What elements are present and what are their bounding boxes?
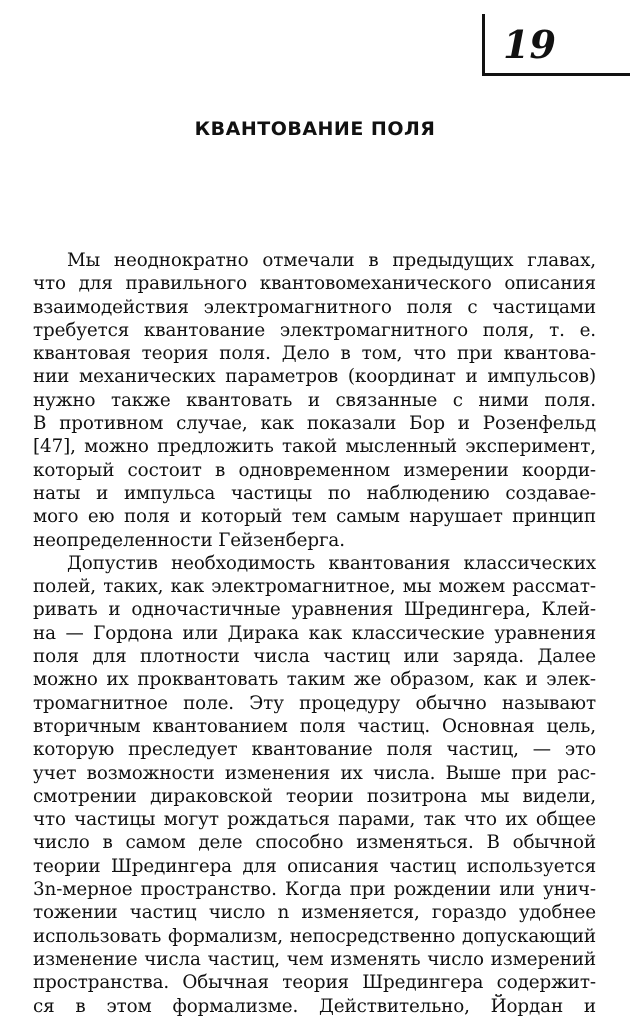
text-line: изменение числа частиц, чем изменять число измерений	[33, 948, 596, 970]
text-line: требуется квантование электромагнитного поля, т. е.	[33, 319, 596, 341]
body-text	[33, 249, 596, 1018]
text-line: ся в этом формализме. Действительно, Йордан и	[33, 995, 596, 1017]
text-line: число в самом деле способно изменяться. В обычной	[33, 832, 596, 854]
text-line: пространства. Обычная теория Шредингера содержит-	[33, 972, 596, 994]
text-line: наты и импульса частицы по наблюдению создавае-	[33, 482, 596, 504]
text-line: которую преследует квантование поля частиц, — это	[33, 739, 596, 761]
text-line: мого ею поля и который тем самым нарушает принцип	[33, 506, 596, 528]
text-line: нужно также квантовать и связанные с ними поля.	[33, 389, 596, 411]
text-line: тромагнитное поле. Эту процедуру обычно называют	[33, 692, 596, 714]
text-line: Допустив необходимость квантования классических	[67, 552, 596, 574]
chapter-title: КВАНТОВАНИЕ ПОЛЯ	[194, 118, 436, 140]
text-line: использовать формализм, непосредственно допускающий	[33, 925, 596, 947]
text-line: В противном случае, как показали Бор и Розенфельд	[33, 413, 596, 435]
paragraph	[33, 552, 596, 1018]
text-line: который состоит в одновременном измерении коорди-	[33, 459, 596, 481]
text-line: [47], можно предложить такой мысленный эксперимент,	[33, 436, 596, 458]
text-line: 3n-мерное пространство. Когда при рождении или унич-	[33, 879, 596, 901]
text-line: квантовая теория поля. Дело в том, что при квантова-	[33, 343, 596, 365]
text-line: смотрении дираковской теории позитрона мы видели,	[33, 785, 596, 807]
text-line: полей, таких, как электромагнитное, мы можем рассмат-	[33, 576, 596, 598]
text-line: взаимодействия электромагнитного поля с частицами	[33, 296, 596, 318]
text-line: нии механических параметров (координат и импульсов)	[33, 366, 596, 388]
text-line: неопределенности Гейзенберга.	[33, 529, 345, 551]
text-line: что частицы могут рождаться парами, так что их общее	[33, 809, 596, 831]
text-line: вторичным квантованием поля частиц. Основная цель,	[33, 715, 596, 737]
text-line: ривать и одночастичные уравнения Шредингера, Клей-	[33, 599, 596, 621]
text-line: на — Гордона или Дирака как классические уравнения	[33, 622, 596, 644]
chapter-number-box	[482, 14, 630, 76]
text-line: учет возможности изменения их числа. Выше при рас-	[33, 762, 596, 784]
text-line: поля для плотности числа частиц или заряда. Далее	[33, 646, 596, 668]
paragraph	[33, 249, 596, 552]
text-line: тожении частиц число n изменяется, гораздо удобнее	[33, 902, 596, 924]
chapter-number: 19	[503, 22, 556, 67]
text-line: Мы неоднократно отмечали в предыдущих главах,	[67, 250, 596, 271]
text-line: можно их проквантовать таким же образом, как и элек-	[33, 669, 596, 691]
text-line: что для правильного квантовомеханического описания	[33, 273, 596, 295]
text-line: теории Шредингера для описания частиц используется	[33, 855, 596, 877]
